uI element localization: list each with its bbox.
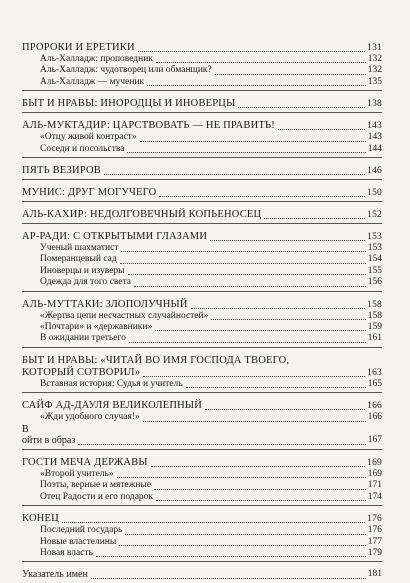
entry-title: Померанцевый сад [40,254,117,265]
toc-entry [22,266,382,277]
dot-leader [78,444,365,445]
page-number: 138 [367,99,382,110]
toc-entry [22,480,382,491]
entry-title: «Жди удобного случая!» [40,412,140,423]
toc-entry [22,277,382,288]
toc-section [22,187,382,202]
entry-title: ойти в образ [22,435,76,447]
toc-entry [22,548,382,559]
page-number: 153 [367,243,382,254]
toc-entry [22,537,382,548]
toc-section [22,209,382,224]
toc-entry [22,132,382,143]
dot-leader [138,51,365,52]
entry-title: КОТОРЫЙ СОТВОРИЛ» [22,366,141,378]
page-number: 181 [367,569,382,580]
page-number: 177 [367,536,382,547]
toc-entry [22,525,382,536]
page-number: 146 [367,166,382,177]
page-number: 154 [367,254,382,265]
page-number: 143 [367,121,382,132]
page-number: 167 [367,435,382,446]
entry-title: Аль-Халладж: проповедник [40,54,153,64]
entry-title: «Отцу живой контраст» [40,132,137,143]
toc-entry [22,42,382,54]
toc-section [22,231,382,292]
page-number: 161 [367,333,382,344]
dot-leader [125,534,365,535]
dot-leader [91,578,366,579]
entry-title: Соседи и посольства [40,143,125,154]
entry-title: ПРОРОКИ И ЕРЕТИКИ [22,42,135,53]
entry-title: «Второй учитель» [40,468,114,479]
toc-section [22,299,382,348]
entry-title: Ученый шахматист [40,243,119,254]
toc-entry [22,333,382,344]
page-number: 169 [367,468,382,479]
dot-leader [278,129,365,130]
entry-title: АЛЬ-МУТТАКИ: ЗЛОПОЛУЧНЫЙ [22,298,188,310]
page-number: 158 [367,310,382,321]
page-number: 165 [367,378,382,389]
dot-leader [117,477,366,478]
dot-leader [96,556,366,557]
entry-title: МУНИС: ДРУГ МОГУЧЕГО [22,187,157,199]
toc-entry [22,457,382,469]
page-number: 171 [367,480,382,491]
entry-title: АЛЬ-МУКТАДИР: ЦАРСТВОВАТЬ — НЕ ПРАВИТЬ! [22,120,275,132]
page-number: 158 [367,299,382,310]
entry-title: Поэты, верные и мятежные [40,480,151,491]
entry-title: Новые властелины [40,536,117,547]
entry-title: Последний государь [40,525,123,536]
dot-leader [62,522,365,523]
dot-leader [156,500,366,501]
entry-title: Вставная история: Судья и учитель [40,378,183,389]
page-number: 166 [367,412,382,423]
dot-leader [134,286,366,287]
toc-entry [22,54,382,65]
page-number: 174 [367,491,382,502]
toc-entry [22,424,382,436]
entry-title: В ожидании третьего [40,333,126,344]
dot-leader [127,152,365,153]
dot-leader [154,489,366,490]
dot-leader [151,466,365,467]
page-number: 176 [367,514,382,525]
entry-title: В [22,423,29,435]
dot-leader [147,85,366,86]
page-number: 152 [367,210,382,221]
entry-title: БЫТ И НРАВЫ: ИНОРОДЦЫ И ИНОВЕРЦЫ [22,98,236,110]
toc-entry [22,165,382,177]
entry-title: АЛЬ-КАХИР: НЕДОЛГОВЕЧНЫЙ КОПЬЕНОСЕЦ [22,209,262,221]
page-number: 169 [367,457,382,468]
entry-title: Аль-Халладж — мученик [40,76,145,87]
dot-leader [186,387,366,388]
page-number: 176 [367,525,382,536]
entry-title: Аль-Халладж: чудотворец или обманщик? [40,65,212,76]
dot-leader [143,376,365,377]
toc-entry [22,254,382,265]
entry-title: КОНЕЦ [22,513,59,525]
entry-title: ГОСТИ МЕЧА ДЕРЖАВЫ [22,456,148,468]
toc-section [22,513,382,562]
dot-leader [121,251,365,252]
entry-title: Иноверцы и изуверы [40,265,125,276]
toc-entry [22,98,382,110]
page-number: 163 [367,367,382,378]
toc-entry [22,379,382,390]
entry-title: Одежда для того света [40,277,132,288]
toc-entry [22,77,382,88]
dot-leader [215,74,366,75]
toc-entry [22,209,382,221]
toc-entry [22,435,382,447]
dot-leader [211,319,365,320]
toc-entry [22,144,382,155]
toc-entry [22,311,382,322]
page-number: 131 [367,43,382,53]
toc-section [22,42,382,91]
toc-entry [22,65,382,76]
page-number: 155 [367,265,382,276]
toc-entry [22,469,382,480]
dot-leader [119,545,365,546]
toc-section [22,98,382,113]
toc-entry [22,187,382,199]
toc-section [22,457,382,506]
toc-entry [22,322,382,333]
dot-leader [143,421,366,422]
page-number: 135 [367,76,382,87]
dot-leader [120,263,366,264]
dot-leader [159,196,365,197]
entry-title: «Почтари» и «державники» [40,322,153,333]
entry-title: АР-РАДИ: С ОТКРЫТЫМИ ГЛАЗАМИ [22,231,208,243]
page-number: 143 [367,132,382,143]
page-number: 153 [367,232,382,243]
entry-title: ПЯТЬ ВЕЗИРОВ [22,165,101,177]
entry-title: Отец Радости и его подарок [40,491,154,502]
page-number: 179 [367,547,382,558]
page-number: 144 [367,143,382,154]
toc-entry [22,299,382,311]
dot-leader [264,218,365,219]
dot-leader [238,107,365,108]
dot-leader [156,62,366,63]
page-number: 150 [367,188,382,199]
dot-leader [210,240,365,241]
dot-leader [104,174,365,175]
page-number: 156 [367,277,382,288]
table-of-contents [22,42,382,583]
toc-entry [22,492,382,503]
entry-title: САЙФ АД-ДАУЛЯ ВЕЛИКОЛЕПНЫЙ [22,400,203,412]
page-number: 132 [367,65,382,76]
toc-entry [22,412,382,423]
toc-section [22,355,382,393]
toc-entry [22,569,382,581]
dot-leader [191,308,365,309]
dot-leader [129,342,366,343]
toc-entry [22,243,382,254]
entry-title: Указатель имен [22,569,88,581]
dot-leader [128,274,366,275]
dot-leader [205,409,365,410]
toc-entry [22,513,382,525]
toc-section [22,165,382,180]
page-number: 166 [367,401,382,412]
toc-section [22,120,382,158]
page-number: 132 [367,54,382,64]
dot-leader [155,330,366,331]
toc-section [22,400,382,450]
toc-entry [22,355,382,367]
toc-entry [22,367,382,379]
toc-entry [22,120,382,132]
toc-entry [22,400,382,412]
entry-title: Новая власть [40,547,93,558]
entry-title: «Жертва цепи несчастных случайностей» [40,310,209,321]
entry-title: БЫТ И НРАВЫ: «ЧИТАЙ ВО ИМЯ ГОСПОДА ТВОЕГО, [22,354,290,366]
toc-entry [22,231,382,243]
page-number: 159 [367,322,382,333]
dot-leader [140,141,366,142]
